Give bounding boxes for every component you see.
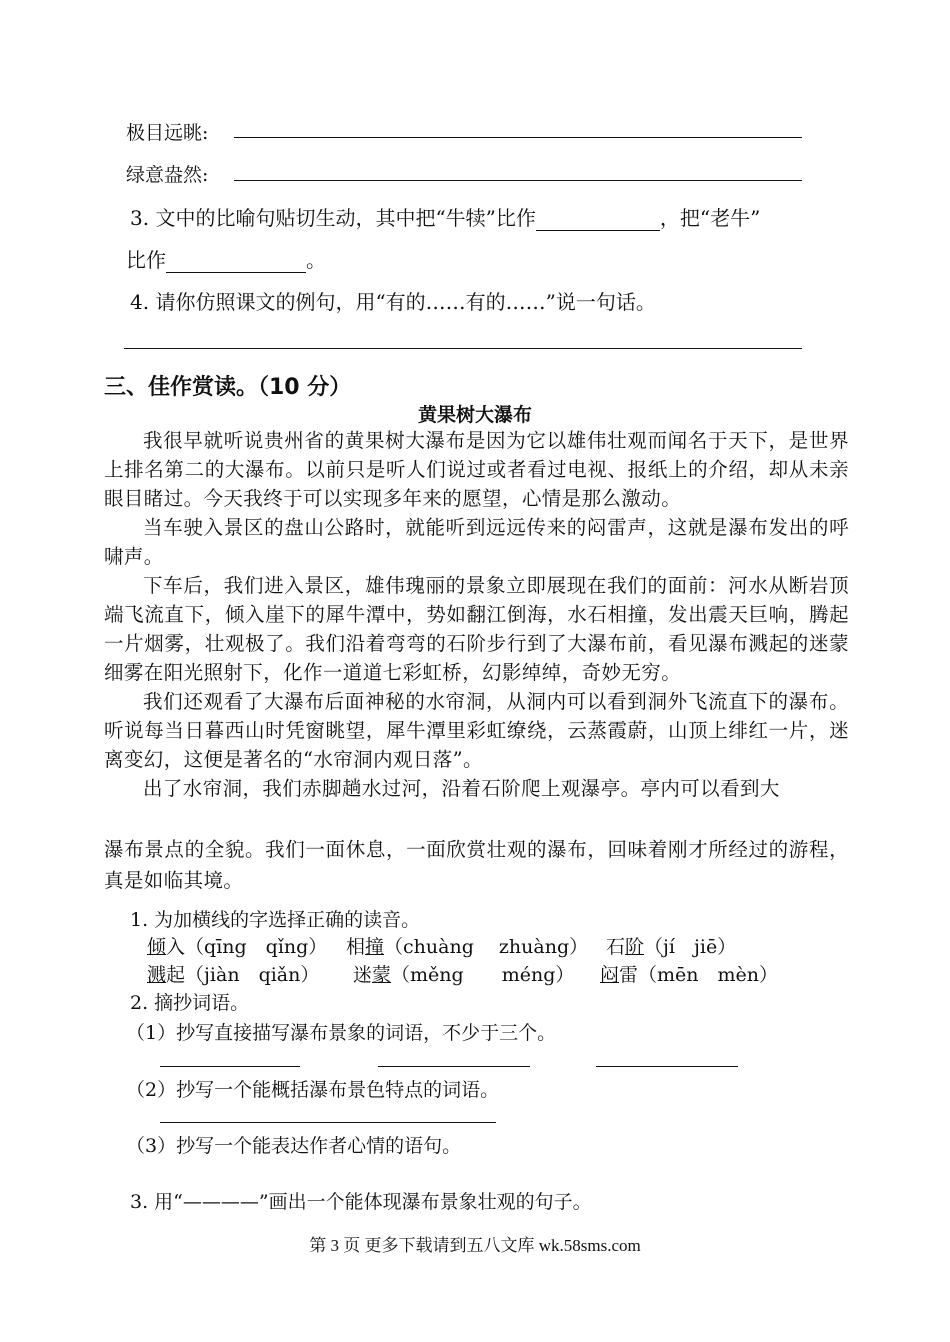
article-paragraph: 下车后，我们进入景区，雄伟瑰丽的景象立即展现在我们的面前：河水从断岩顶端飞流直下，倾入崖下的犀牛潭中，势如翻江倒海，水石相撞，发出震天巨响，腾起一片烟雾，壮观极了。我们沿着弯弯的石阶步行到了大瀑布前，看见瀑布溅起的迷蒙细雾在阳光照射下，化作一道道七彩虹桥，幻影绰绰，奇妙无穷。 [104, 574, 849, 684]
article-paragraph: 我很早就听说贵州省的黄果树大瀑布是因为它以雄伟壮观而闻名于天下，是世界上排名第二的大瀑布。以前只是听人们说过或者看过电视、报纸上的介绍，却从未亲眼目睹过。今天我终于可以实现多年来的愿望，心情是那么激动。 [104, 429, 849, 510]
answer-line-1[interactable] [234, 137, 802, 138]
q3-part3: 比作 [126, 248, 166, 272]
pinyin-options[interactable]: （jí jiē） [644, 936, 737, 958]
q4-text: 4. 请你仿照课文的例句，用“有的……有的……”说一句话。 [130, 290, 656, 314]
answer-line-word-1[interactable] [160, 1066, 300, 1067]
section-heading: 三、佳作赏读。（10 分） [104, 375, 352, 400]
pinyin-options[interactable]: （qīng qǐng） [185, 936, 328, 958]
ex-q2-title: 2. 摘抄词语。 [130, 992, 250, 1014]
article-body [104, 426, 849, 803]
q3-text-cont [126, 244, 326, 273]
q3-part2: ，把“老牛” [659, 206, 761, 230]
word-meng-underlined: 蒙 [372, 964, 392, 986]
word-lei: 雷 [619, 964, 639, 986]
word-mi: 迷 [353, 964, 373, 986]
answer-line-word-2[interactable] [378, 1066, 530, 1067]
ex-q3: 3. 用“————”画出一个能体现瀑布景象壮观的句子。 [130, 1191, 592, 1213]
ex-q2-3: （3）抄写一个能表达作者心情的语句。 [126, 1135, 462, 1157]
article-paragraph-last-rest: 瀑布景点的全貌。我们一面休息，一面欣赏壮观的瀑布，回味着刚才所经过的游程，真是如临其境。 [104, 838, 849, 892]
pinyin-options[interactable]: （mēn mèn） [638, 964, 779, 986]
word-zhuang-underlined: 撞 [365, 936, 385, 958]
pinyin-options[interactable]: （chuàng zhuàng） [384, 936, 589, 958]
pinyin-row-2c [600, 960, 778, 987]
pinyin-row-1b [346, 932, 588, 959]
ex-q2-2: （2）抄写一个能概括瀑布景色特点的词语。 [126, 1079, 500, 1101]
article-paragraph-last-line1: 出了水帘洞，我们赤脚趟水过河，沿着石阶爬上观瀑亭。亭内可以看到大 [143, 777, 780, 800]
article-title: 黄果树大瀑布 [417, 404, 532, 426]
word-men-underlined: 闷 [600, 964, 620, 986]
answer-line-q4[interactable] [124, 348, 802, 349]
blank-oldcow[interactable] [166, 252, 306, 273]
article-paragraph: 我们还观看了大瀑布后面神秘的水帘洞，从洞内可以看到洞外飞流直下的瀑布。听说每当日暮西山时凭窗眺望，犀牛潭里彩虹缭绕，云蒸霞蔚，山顶上绯红一片，迷离变幻，这便是著名的“水帘洞内观日落”。 [104, 690, 849, 771]
label-jimu: 极目远眺: [126, 122, 209, 144]
blank-calf[interactable] [536, 210, 660, 231]
pinyin-options[interactable]: （měng méng） [391, 964, 575, 986]
ex-q2-1: （1）抄写直接描写瀑布景象的词语，不少于三个。 [126, 1022, 557, 1044]
word-xiang: 相 [346, 936, 366, 958]
word-qing-underlined: 倾 [147, 936, 167, 958]
answer-line-word-3[interactable] [596, 1066, 738, 1067]
article-paragraph: 当车驶入景区的盘山公路时，就能听到远远传来的闷雷声，这就是瀑布发出的呼啸声。 [104, 516, 849, 568]
pinyin-row-2 [147, 960, 319, 987]
label-lvyi: 绿意盎然: [126, 164, 209, 186]
pinyin-row-2b [353, 960, 574, 987]
word-qi: 起 [166, 964, 186, 986]
article-last-para [104, 834, 849, 896]
word-ru: 入 [166, 936, 186, 958]
q3-part4: 。 [306, 248, 326, 272]
q3-part1: 3. 文中的比喻句贴切生动，其中把“牛犊”比作 [130, 206, 536, 230]
word-jie-underlined: 阶 [625, 936, 645, 958]
pinyin-options[interactable]: （jiàn qiǎn） [185, 964, 320, 986]
q3-text [130, 202, 760, 231]
page-footer: 第 3 页 更多下载请到五八文库 wk.58sms.com [309, 1236, 641, 1255]
pinyin-row-1 [147, 932, 327, 959]
word-shi: 石 [606, 936, 626, 958]
answer-line-feature[interactable] [160, 1122, 496, 1123]
answer-line-2[interactable] [234, 180, 802, 181]
word-jian-underlined: 溅 [147, 964, 167, 986]
ex-q1-title: 1. 为加横线的字选择正确的读音。 [130, 909, 421, 931]
pinyin-row-1c [606, 932, 736, 959]
